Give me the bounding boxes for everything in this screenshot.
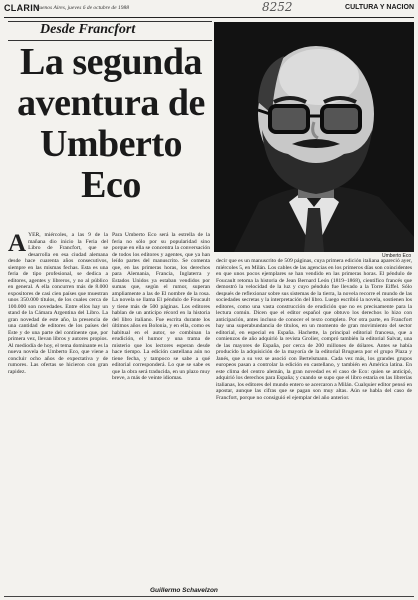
byline: Guillermo Schavelzon [150,587,218,594]
kicker: Desde Francfort [40,22,136,37]
newspaper-name: CLARIN [4,3,40,13]
section-name: CULTURA Y NACION [345,4,414,11]
author-portrait-image [214,22,414,252]
article-column-3 [216,258,412,578]
column-1-text: YER, miércoles, a las 9 de la mañana dio inicio la Feria del Libro de Francfort, que se desarrolla en esa ciudad alemana desde hace cuarenta años consecutivos, siempre en las mismas fechas. Esta es una feria de tipo profesional, se dedica a editores, agentes y libreros, y no al público en general. A ella concurren más de 8.000 expositores de casi cien países que muestran unos 350.000 títulos, de los cuales cerca de 100.000 son novedades. Entre ellos hay un stand de la Cámara Argentina del Libro. La gran novedad de este año, la presencia de una cantidad de editores de los países del Este y de una parte del continente que, por primera vez, llevan libros y autores propios. Al mediodía de hoy, el tema dominante es la nueva novela de Umberto Eco, que viene a concluir ocho años de expectativa y de rumores. Las ofertas se hicieron con gran rapidez. [8,232,108,375]
headline: La segunda aventura de Umberto Eco [17,41,205,206]
author-photo [214,22,414,252]
photo-credit: Umberto Eco [382,253,412,259]
date-line: Buenos Aires, jueves 6 de octubre de 1988 [36,5,129,11]
column-2-text: Para Umberto Eco será la estrella de la feria no sólo por su popularidad sino porque en ella se concentra la conversación de todos los editores y agentes, que ya han leído partes del manuscrito. Se comenta que, en las primeras horas, los derechos para Alemania, Francia, Inglaterra y Estados Unidos ya estaban vendidos por sumas que, según el rumor, superan ampliamente a las de El nombre de la rosa. La novela se llama El péndulo de Foucault y tiene más de 500 páginas. Los editores hablan de un anticipo récord en la historia del libro italiano. Fue escrita durante los últimos años en Bolonia, y en ella, como es habitual en el autor, se combinan la erudición, el humor y una trama de misterio que los lectores esperan desde hace tiempo. La edición castellana aún no tiene fecha, y tampoco se sabe a qué editorial corresponderá. Lo que se sabe es que la obra será traducida, en un plazo muy breve, a más de veinte idiomas. [112,232,210,381]
column-3-text: decir que es un manuscrito de 509 páginas, cuya primera edición italiana apareció ayer, miércoles 5, en Milán. Los cables de las agencias en los primeros días son coincidentes en que unos pocos ejemplares se han vendido en las primeras horas. El péndulo de Foucault retoma la historia de Jean Bernard León (1819–1868), científico francés que demostró la velocidad de la luz y cuyo péndulo fue llevado a la Torre Eiffel. Sólo después de reflexionar sobre sus sistemas de la tierra, la novela recorre el mundo de las sociedades secretas y la interpretación del libro. Luego escribió la novela, sostienen los editores, como una vasta construcción de erudición que no es precisamente para la lectura común. Dicen que el editor español que obtuvo los derechos lo hizo con anticipación, antes incluso de conocer el texto completo. Por otra parte, en Francfort hay una superabundancia de títulos, en un momento de gran movimiento del sector editorial, en especial en España. Hachette, la principal editorial francesa, que a comienzos de año adquirió la revista Grolier, compró también la editorial Salvat, una de las mayores de España, por cerca de 200 millones de dólares. Antes se había producido la adquisición de la mayoría de la editorial Bruguera por el grupo Plaza y Janés, que a su vez se asoció con Bertelsmann. Cada vez más, los grandes grupos europeos pasan a controlar la edición en castellano, y también en América latina. En este clima del centro alemán, la gran novedad es el caso de Eco: quien se anticipó, adquirió los derechos para España; y cuando se supo que el libro estaría en las librerías italianas, los editores del mundo entero se acercaron a Milán. Cualquier editor pensó en apostar, aunque las cifras que se pagan son muy altas. Aún se habla del caso de Francfort, porque no consiguió el ejemplar del año anterior. [216,258,412,401]
bottom-rule [4,596,414,597]
clip-number: 8252 [262,0,293,14]
article-column-1 [8,232,108,375]
masthead [4,0,414,18]
article-column-2 [112,232,210,382]
drop-cap: A [8,230,27,257]
